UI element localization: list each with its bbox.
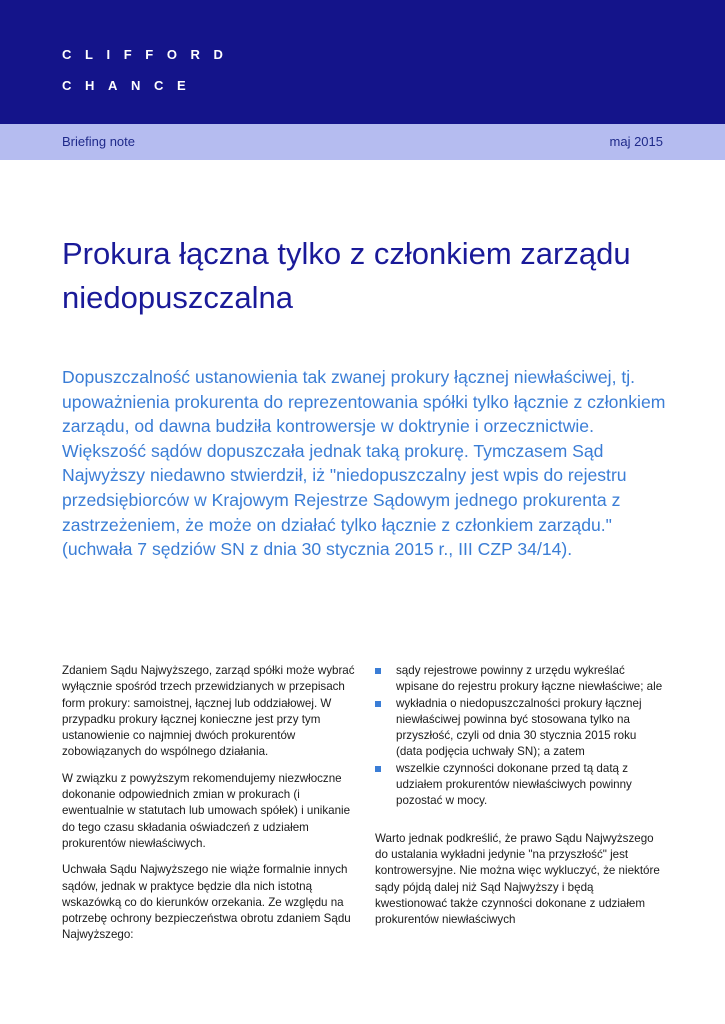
- document-date: maj 2015: [609, 134, 663, 149]
- left-column: [62, 663, 358, 954]
- body-paragraph-1: Zdaniem Sądu Najwyższego, zarząd spółki może wybrać wyłącznie spośród trzech przewidzianych w przepisach form prokury: samoistnej, łącznej lub oddziałowej. W przypadku prokury łącznej konieczne jest przy tym ustanowienie co najmniej dwóch prokurentów zobowiązanych do wspólnego działania.: [62, 664, 355, 759]
- logo-line-1: CLIFFORD: [62, 47, 237, 62]
- page-title: Prokura łączna tylko z członkiem zarządu niedopuszczalna: [62, 236, 631, 315]
- document-info-bar: [0, 124, 725, 160]
- bullet-text: sądy rejestrowe powinny z urzędu wykreślać wpisane do rejestru prokury łączne niewłaściwe; ale: [396, 664, 663, 694]
- document-type: Briefing note: [62, 134, 135, 149]
- lead-paragraph: Dopuszczalność ustanowienia tak zwanej prokury łącznej niewłaściwej, tj. upoważnienia prokurenta do reprezentowania spółki tylko łącznie z członkiem zarządu, od dawna budziła kontrowersje w doktrynie i orzecznictwie. Większość sądów dopuszczała jednak taką prokurę. Tymczasem Sąd Najwyższy niedawno stwierdził, iż "niedopuszczalny jest wpis do rejestru przedsiębiorców w Krajowym Rejestrze Sądowym jednego prokurenta z zastrzeżeniem, że może on działać tylko łącznie z członkiem zarządu." (uchwała 7 sędziów SN z dnia 30 stycznia 2015 r., III CZP 34/14).: [62, 367, 666, 560]
- header-banner: [0, 0, 725, 124]
- list-item: [375, 696, 663, 761]
- body-paragraph-4: Warto jednak podkreślić, że prawo Sądu Najwyższego do ustalania wykładni jedynie "na przyszłość" jest kontrowersyjne. Nie można więc wykluczyć, że niektóre sądy pójdą dalej niż Sąd Najwyższy i będą kwestionować także czynności dokonane z udziałem prokurentów niewłaściwych: [375, 831, 660, 927]
- list-item: [375, 761, 663, 810]
- body-paragraph-3: Uchwała Sądu Najwyższego nie wiąże formalnie innych sądów, jednak w praktyce będzie dla nich istotną wskazówką co do kierunków orzekania. Ze względu na potrzebę ochrony bezpieczeństwa obrotu zdaniem Sądu Najwyższego:: [62, 863, 351, 942]
- square-bullet-icon: [375, 668, 381, 674]
- body-paragraph-2: W związku z powyższym rekomendujemy niezwłoczne dokonanie odpowiednich zmian w prokurach (i ewentualnie w statutach lub umowach spółek) i unikanie do tego czasu składania oświadczeń z udziałem prokurentów niewłaściwych.: [62, 771, 351, 850]
- bullet-list: [375, 663, 663, 810]
- square-bullet-icon: [375, 766, 381, 772]
- logo-line-2: CHANCE: [62, 78, 200, 93]
- bullet-text: wszelkie czynności dokonane przed tą datą z udziałem prokurentów niewłaściwych powinny pozostać w mocy.: [396, 761, 632, 808]
- right-column: [375, 663, 663, 938]
- bullet-text: wykładnia o niedopuszczalności prokury łącznej niewłaściwej powinna być stosowana tylko na przyszłość, czyli od dnia 30 stycznia 2015 roku (data podjęcia uchwały SN); a zatem: [396, 696, 642, 759]
- square-bullet-icon: [375, 701, 381, 707]
- list-item: [375, 663, 663, 696]
- clifford-chance-logo: [62, 39, 237, 101]
